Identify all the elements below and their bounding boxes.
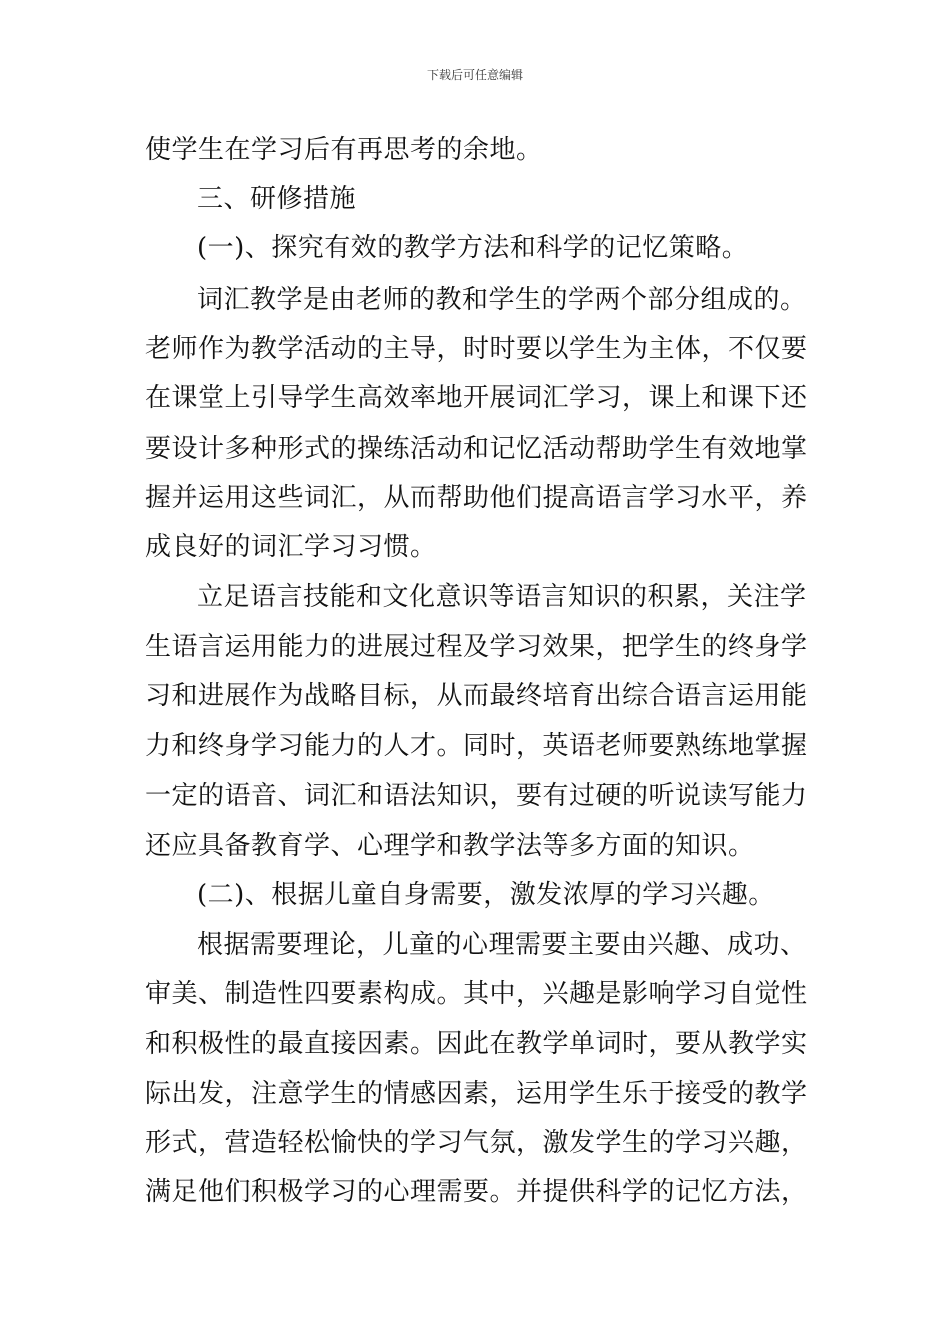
text-line: 还应具备教育学、心理学和教学法等多方面的知识。 — [145, 831, 755, 861]
text-line: 在课堂上引导学生高效率地开展词汇学习，课上和课下还 — [145, 383, 808, 413]
text-line: 根据需要理论，儿童的心理需要主要由兴趣、成功、 — [197, 930, 807, 960]
text-line: 立足语言技能和文化意识等语言知识的积累，关注学 — [197, 582, 807, 612]
subsection-heading: (二)、根据儿童自身需要，激发浓厚的学习兴趣。 — [197, 880, 775, 910]
text-line: 和积极性的最直接因素。因此在教学单词时，要从教学实 — [145, 1029, 808, 1059]
text-line: 老师作为教学活动的主导，时时要以学生为主体，不仅要 — [145, 334, 808, 364]
text-line: 握并运用这些词汇，从而帮助他们提高语言学习水平，养 — [145, 483, 808, 513]
text-line: 习和进展作为战略目标，从而最终培育出综合语言运用能 — [145, 681, 808, 711]
section-heading: 三、研修措施 — [197, 184, 357, 214]
text-line: 成良好的词汇学习习惯。 — [145, 532, 437, 562]
text-line: 力和终身学习能力的人才。同时，英语老师要熟练地掌握 — [145, 731, 808, 761]
text-line: 满足他们积极学习的心理需要。并提供科学的记忆方法， — [145, 1177, 808, 1207]
text-line: 使学生在学习后有再思考的余地。 — [145, 135, 543, 165]
text-line: 一定的语音、词汇和语法知识，要有过硬的听说读写能力 — [145, 781, 808, 811]
text-line: 形式，营造轻松愉快的学习气氛，激发学生的学习兴趣， — [145, 1128, 808, 1158]
text-line: 词汇教学是由老师的教和学生的学两个部分组成的。 — [197, 285, 807, 315]
page-header: 下载后可任意编辑 — [426, 68, 523, 82]
text-line: 审美、制造性四要素构成。其中，兴趣是影响学习自觉性 — [145, 979, 808, 1009]
subsection-heading: (一)、探究有效的教学方法和科学的记忆策略。 — [197, 233, 749, 263]
text-line: 生语言运用能力的进展过程及学习效果，把学生的终身学 — [145, 632, 808, 662]
text-line: 际出发，注意学生的情感因素，运用学生乐于接受的教学 — [145, 1079, 808, 1109]
text-line: 要设计多种形式的操练活动和记忆活动帮助学生有效地掌 — [145, 434, 808, 464]
